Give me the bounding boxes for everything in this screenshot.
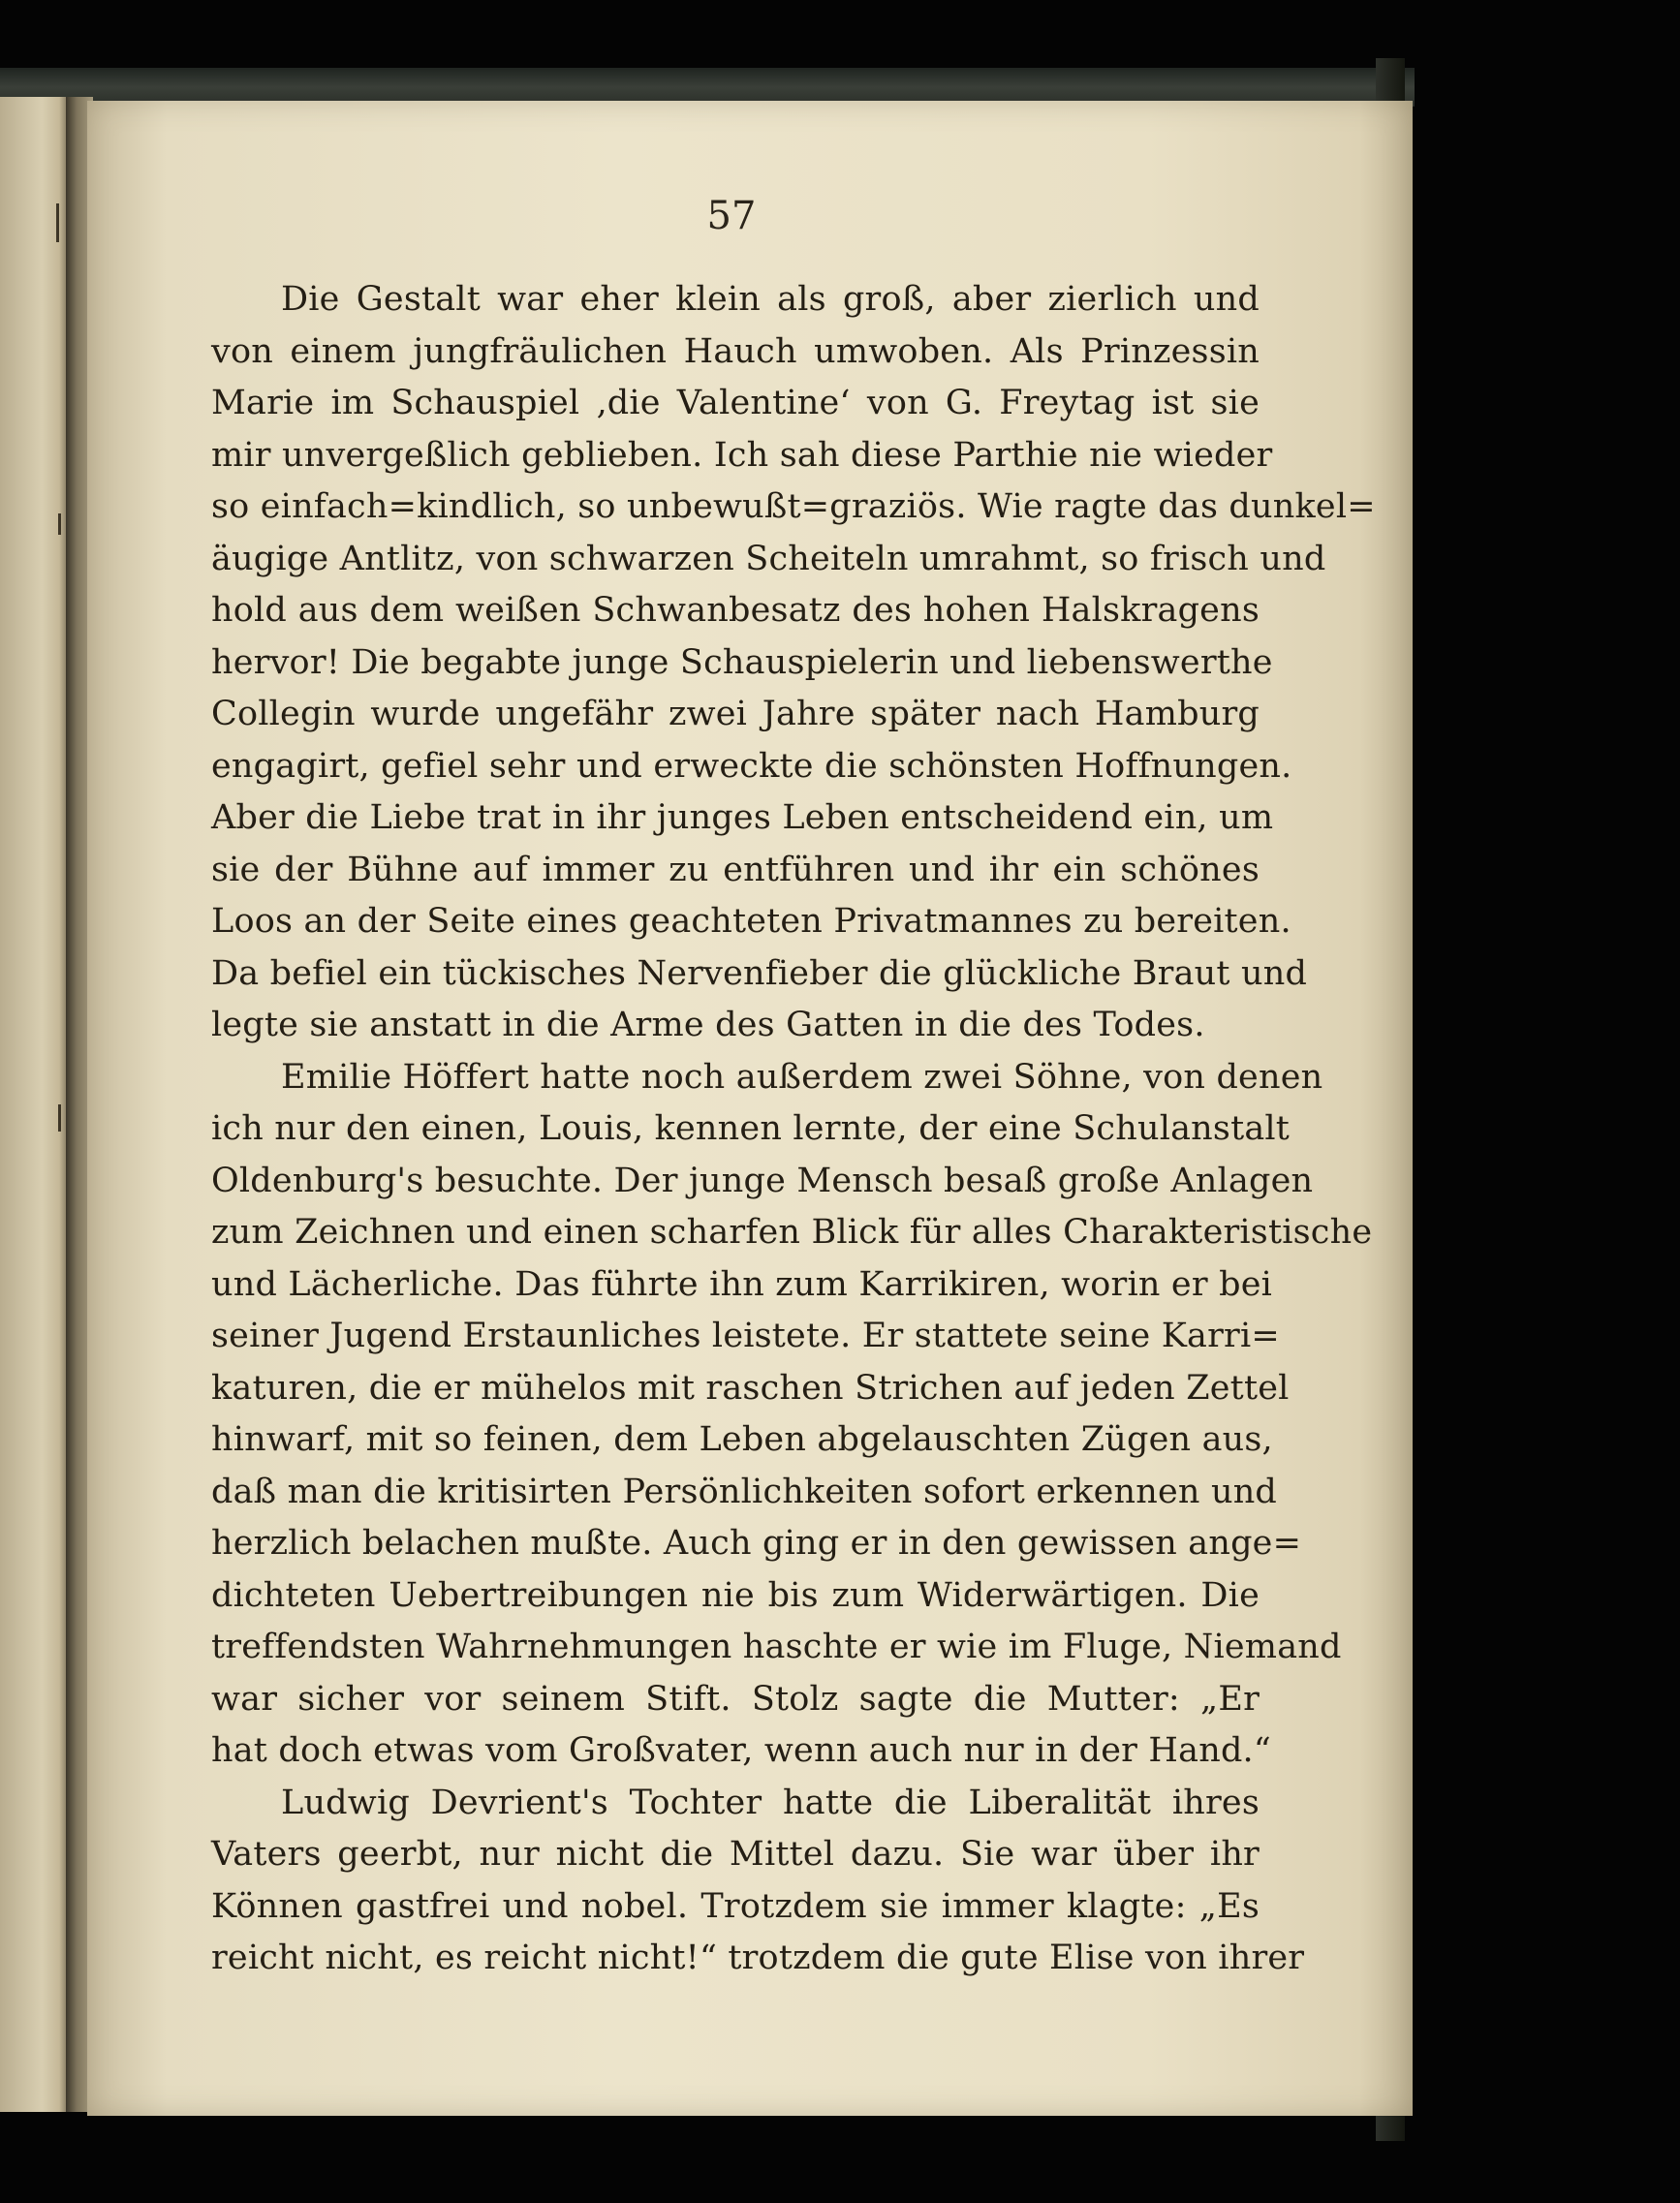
text-line: Marie im Schauspiel ‚die Valentine‘ von G. Freytag ist sie (211, 384, 1260, 422)
text-line: Emilie Höffert hatte noch außerdem zwei Söhne, von denen (281, 1057, 1323, 1097)
text-line: reicht nicht, es reicht nicht!“ trotzdem die gute Elise von ihrer (211, 1939, 1305, 1977)
text-line: treffendsten Wahrnehmungen haschte er wie im Fluge, Niemand (211, 1628, 1342, 1666)
text-line: von einem jungfräulichen Hauch umwoben. Als Prinzessin (211, 331, 1260, 371)
text-line: daß man die kritisirten Persönlichkeiten sofort erkennen und (211, 1472, 1278, 1511)
text-line: Loos an der Seite eines geachteten Privatmannes zu bereiten. (211, 902, 1291, 941)
text-line: äugige Antlitz, von schwarzen Scheiteln umrahmt, so frisch und (211, 539, 1326, 578)
text-line: und Lächerliche. Das führte ihn zum Karrikiren, worin er bei (211, 1264, 1273, 1304)
page-edge-mark (58, 513, 61, 535)
text-line: so einfach=kindlich, so unbewußt=graziös. Wie ragte das dunkel= (211, 487, 1376, 526)
text-line: Vaters geerbt, nur nicht die Mittel dazu. Sie war über ihr (211, 1835, 1260, 1874)
text-line: hinwarf, mit so feinen, dem Leben abgelauschten Zügen aus, (211, 1420, 1273, 1459)
text-line: herzlich belachen mußte. Auch ging er in den gewissen ange= (211, 1524, 1302, 1563)
text-line: ich nur den einen, Louis, kennen lernte, der eine Schulanstalt (211, 1109, 1291, 1148)
page-number: 57 (706, 194, 757, 238)
text-line: Aber die Liebe trat in ihr junges Leben entscheidend ein, um (211, 798, 1274, 837)
text-line: hat doch etwas vom Großvater, wenn auch nur in der Hand.“ (211, 1731, 1271, 1770)
text-line: Da befiel ein tückisches Nervenfieber die glückliche Braut und (211, 953, 1308, 993)
body-text (211, 274, 1376, 1985)
text-line: katuren, die er mühelos mit raschen Strichen auf jeden Zettel (211, 1368, 1290, 1408)
text-line: seiner Jugend Erstaunliches leistete. Er stattete seine Karri= (211, 1317, 1280, 1355)
text-line: Können gastfrei und nobel. Trotzdem sie immer klagte: „Es (211, 1886, 1260, 1926)
text-line: dichteten Uebertreibungen nie bis zum Widerwärtigen. Die (211, 1575, 1260, 1615)
text-line: engagirt, gefiel sehr und erweckte die schönsten Hoffnungen. (211, 746, 1292, 786)
text-line: war sicher vor seinem Stift. Stolz sagte die Mutter: „Er (211, 1679, 1260, 1719)
text-line: mir unvergeßlich geblieben. Ich sah diese Parthie nie wieder (211, 435, 1273, 475)
text-line: Collegin wurde ungefähr zwei Jahre später nach Hamburg (211, 695, 1260, 733)
page-edge-mark (58, 1104, 61, 1132)
text-line: hervor! Die begabte junge Schauspielerin und liebenswerthe (211, 642, 1273, 682)
text-line: hold aus dem weißen Schwanbesatz des hohen Halskragens (211, 591, 1260, 630)
text-line: legte sie anstatt in die Arme des Gatten in die des Todes. (211, 1006, 1205, 1044)
text-line: sie der Bühne auf immer zu entführen und ihr ein schönes (211, 850, 1260, 889)
text-line: Die Gestalt war eher klein als groß, aber zierlich und (281, 280, 1260, 319)
text-line: zum Zeichnen und einen scharfen Blick für alles Charakteristische (211, 1213, 1373, 1252)
text-line: Ludwig Devrient's Tochter hatte die Liberalität ihres (281, 1783, 1260, 1822)
text-line: Oldenburg's besuchte. Der junge Mensch besaß große Anlagen (211, 1161, 1314, 1200)
